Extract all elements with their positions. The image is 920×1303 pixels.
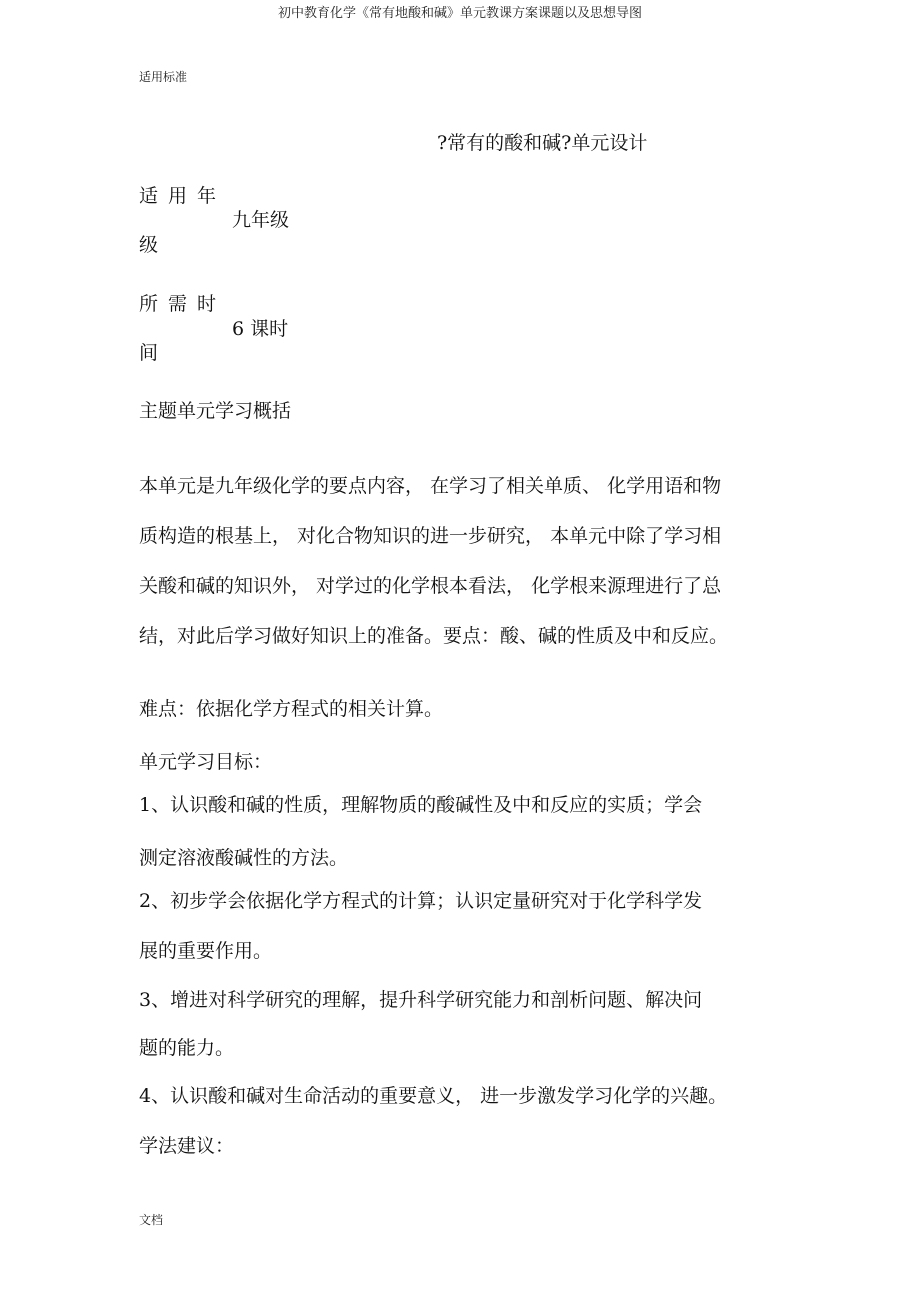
overview-line: 本单元是九年级化学的要点内容， 在学习了相关单质、 化学用语和物 (139, 475, 722, 497)
overview-line: 关酸和碱的知识外， 对学过的化学根本看法， 化学根来源理进行了总 (139, 575, 722, 597)
objective-2-line1: 2、初步学会依据化学方程式的计算；认识定量研究对于化学科学发 (139, 890, 703, 912)
footer-note: 文档 (139, 1213, 164, 1227)
page-title: ?常有的酸和碱?单元设计 (437, 132, 648, 154)
overview-line: 结，对此后学习做好知识上的准备。要点：酸、碱的性质及中和反应。 (139, 625, 729, 647)
header-note: 适用标准 (139, 70, 188, 84)
objective-4-line1: 4、认识酸和碱对生命活动的重要意义， 进一步激发学习化学的兴趣。 (139, 1085, 728, 1107)
overview-paragraph (139, 461, 779, 661)
time-label-cont: 间 (139, 342, 169, 364)
grade-label-cont: 级 (139, 234, 169, 256)
overview-heading: 主题单元学习概括 (139, 400, 292, 422)
time-value: 6 课时 (232, 318, 289, 340)
overview-line: 质构造的根基上， 对化合物知识的进一步研究， 本单元中除了学习相 (139, 525, 722, 547)
running-header: 初中教育化学《常有地酸和碱》单元教课方案课题以及思想导图 (277, 6, 642, 21)
difficulty-text: 难点：依据化学方程式的相关计算。 (139, 698, 444, 720)
objective-3-line2: 题的能力。 (139, 1037, 235, 1059)
objective-3-line1: 3、增进对科学研究的理解，提升科学研究能力和剖析问题、解决问 (139, 989, 703, 1011)
time-label: 所需时 (139, 293, 227, 315)
objectives-heading: 单元学习目标： (139, 751, 273, 773)
objective-1-line2: 测定溶液酸碱性的方法。 (139, 847, 349, 869)
objective-2-line2: 展的重要作用。 (139, 940, 273, 962)
objective-1-line1: 1、认识酸和碱的性质，理解物质的酸碱性及中和反应的实质；学会 (139, 794, 703, 816)
study-advice-heading: 学法建议： (139, 1135, 235, 1157)
grade-label: 适用年 (139, 185, 227, 207)
grade-value: 九年级 (232, 209, 290, 231)
